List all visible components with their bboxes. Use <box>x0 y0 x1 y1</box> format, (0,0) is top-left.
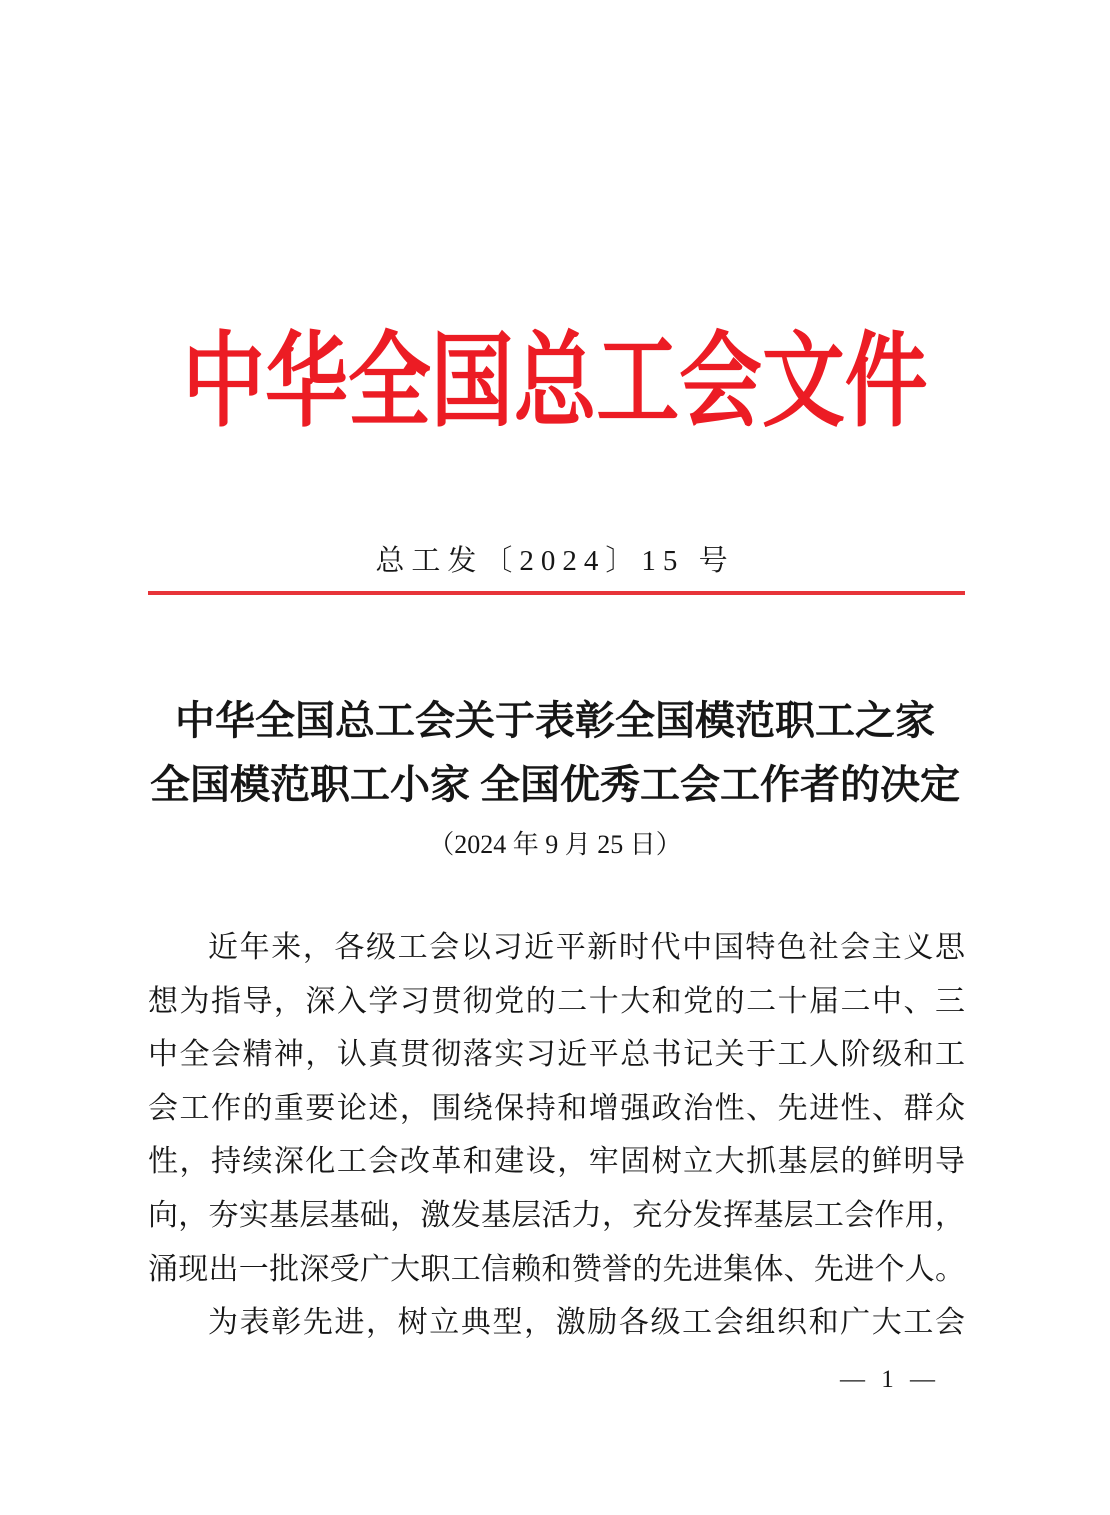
body-line: 涌现出一批深受广大职工信赖和赞誉的先进集体、先进个人。 <box>148 1252 965 1286</box>
letterhead-banner-title: 中华全国总工会文件 <box>182 324 928 440</box>
body-line: 近年来，各级工会以习近平新时代中国特色社会主义思 <box>208 931 965 964</box>
document-number: 总工发〔2024〕15 号 <box>375 545 735 577</box>
red-divider-rule <box>148 591 965 595</box>
body-line: 会工作的重要论述，围绕保持和增强政治性、先进性、群众 <box>148 1091 965 1125</box>
body-line: 中全会精神，认真贯彻落实习近平总书记关于工人阶级和工 <box>148 1038 965 1072</box>
document-date: （2024 年 9 月 25 日） <box>428 830 682 859</box>
body-line: 想为指导，深入学习贯彻党的二十大和党的二十届二中、三 <box>148 984 965 1018</box>
document-body <box>148 921 965 1350</box>
document-title-line-1: 中华全国总工会关于表彰全国模范职工之家 <box>175 698 935 743</box>
page-number: — 1 — <box>840 1366 940 1393</box>
body-line: 为表彰先进，树立典型，激励各级工会组织和广大工会 <box>208 1306 965 1340</box>
document-title-line-2: 全国模范职工小家 全国优秀工会工作者的决定 <box>150 762 960 807</box>
body-line: 向，夯实基层基础，激发基层活力，充分发挥基层工会作用， <box>148 1198 965 1232</box>
body-line: 性，持续深化工会改革和建设，牢固树立大抓基层的鲜明导 <box>148 1145 965 1179</box>
